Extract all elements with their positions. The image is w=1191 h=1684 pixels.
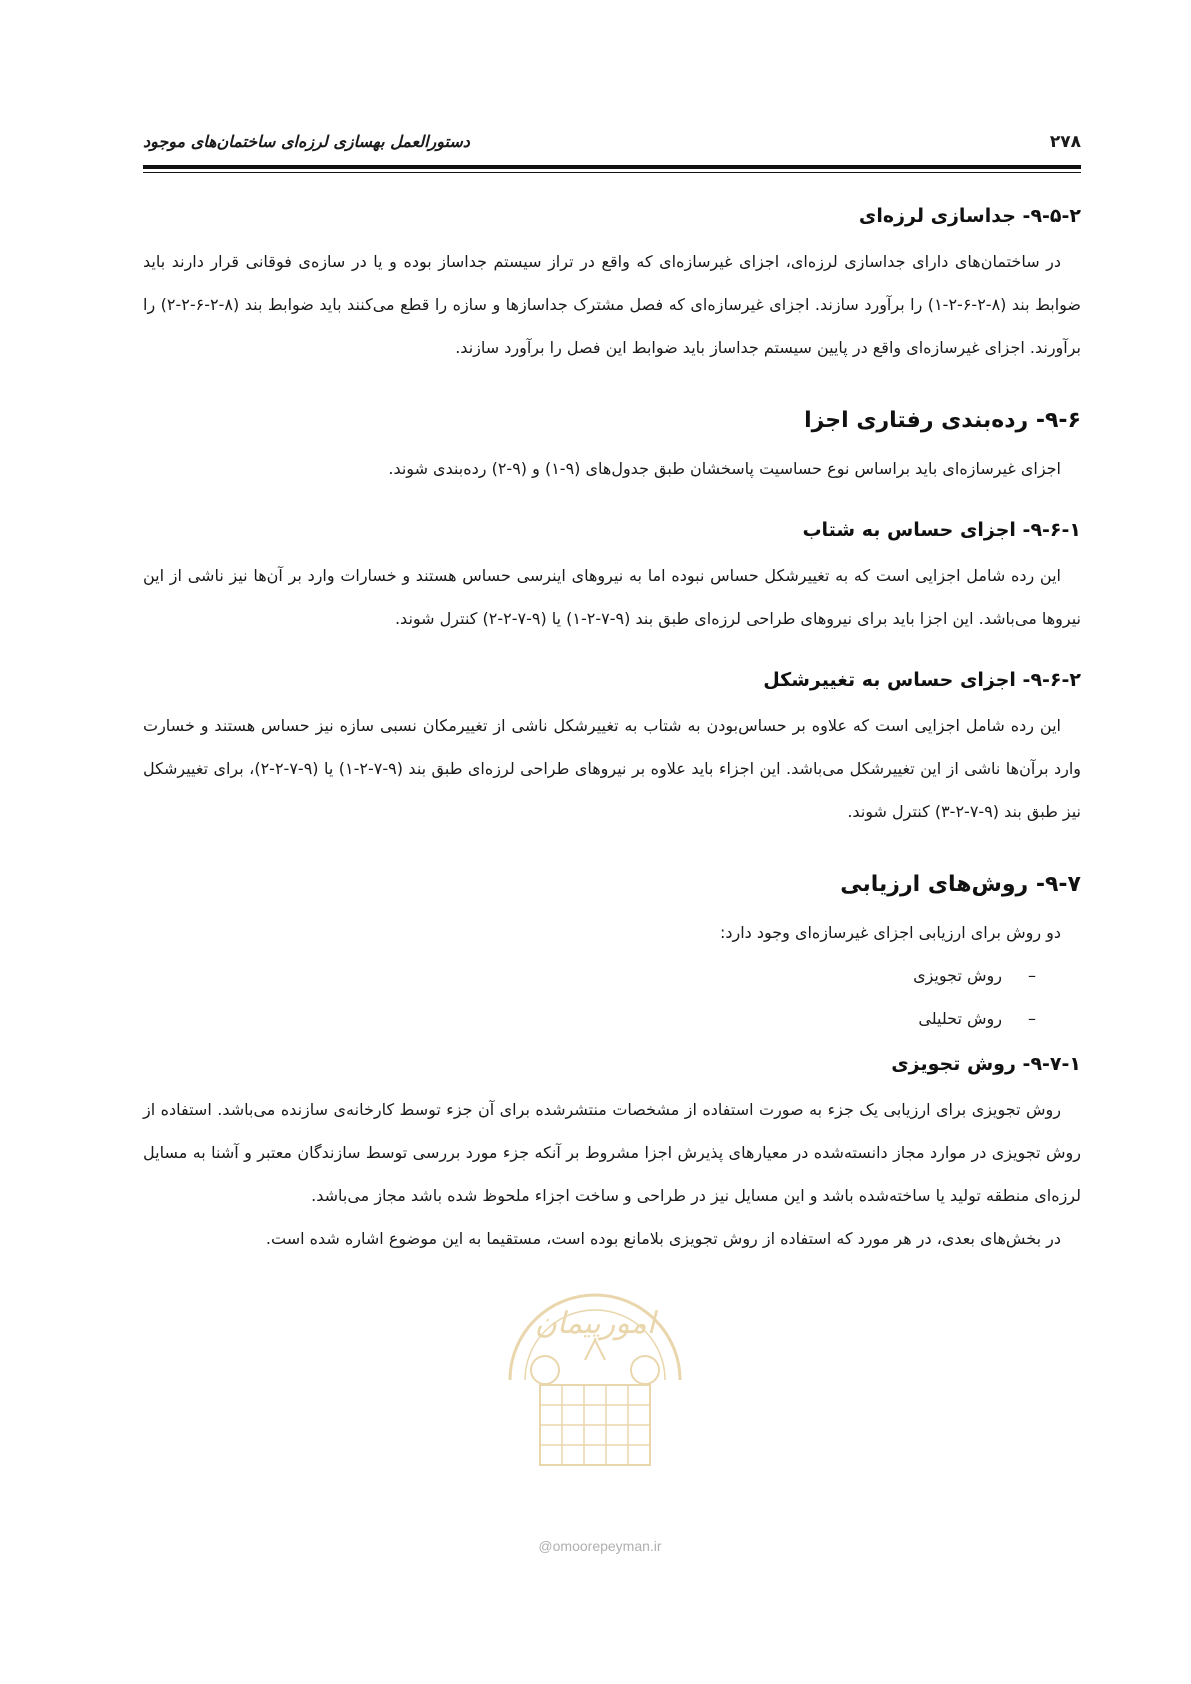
watermark-url: @omoorepeyman.ir — [538, 1538, 662, 1554]
watermark-logo-icon — [470, 1255, 720, 1505]
section-heading-9-6-2: ۹-۶-۲- اجزای حساس به تغییرشکل — [763, 669, 1081, 691]
paragraph-9-7: دو روش برای ارزیابی اجزای غیرسازه‌ای وجود دارد: — [719, 923, 1061, 942]
section-heading-9-7: ۹-۷- روش‌های ارزیابی — [840, 872, 1081, 897]
header-rule — [143, 165, 1081, 169]
running-header — [143, 130, 1081, 162]
header-rule-thin — [143, 172, 1081, 173]
list-item — [143, 997, 1036, 1040]
section-heading-9-6: ۹-۶- رده‌بندی رفتاری اجزا — [804, 408, 1081, 433]
evaluation-methods-list — [143, 954, 1081, 1040]
list-item-text: روش تحلیلی — [918, 1009, 1002, 1028]
section-heading-9-5-2: ۹-۵-۲- جداسازی لرزه‌ای — [858, 205, 1081, 227]
bullet-marker: – — [1028, 966, 1036, 985]
paragraph-9-5-2: در ساختمان‌های دارای جداسازی لرزه‌ای، اجزای غیرسازه‌ای که واقع در تراز سیستم جداساز بوده و یا در سازه‌ی فوقانی قرار دارند باید ضوابط بند (۸-۲-۶-۲-۱) را برآورد سازند. اجزای غیرسازه‌ای که فصل مشترک جداسازها و سازه را قطع می‌کنند باید ضوابط بند (۸-۲-۶-۲-۲) را برآورند. اجزای غیرسازه‌ای واقع در پایین سیستم جداساز باید ضوابط این فصل را برآورد سازند. — [143, 252, 1082, 357]
page-number: ۲۷۸ — [1049, 132, 1081, 152]
paragraph-9-6-1: این رده شامل اجزایی است که به تغییرشکل حساس نبوده اما به نیروهای اینرسی حساس هستند و خسارات وارد بر آن‌ها نیز ناشی از این نیروها می‌باشد. این اجزا باید برای نیروهای طراحی لرزه‌ای طبق بند (۹-۷-۲-۱) یا (۹-۷-۲-۲) کنترل شوند. — [143, 566, 1081, 628]
list-item — [143, 954, 1036, 997]
paragraph-9-6-2: این رده شامل اجزایی است که علاوه بر حساس‌بودن به شتاب به تغییرشکل ناشی از تغییرمکان نسبی سازه نیز حساس هستند و خسارت وارد برآن‌ها ناشی از این تغییرشکل می‌باشد. این اجزاء باید علاوه بر نیروهای طراحی لرزه‌ای طبق بند (۹-۷-۲-۱) یا (۹-۷-۲-۲)، برای تغییرشکل نیز طبق بند (۹-۷-۲-۳) کنترل شوند. — [143, 716, 1082, 821]
watermark-logo-text: امورپیمان — [534, 1306, 656, 1341]
header-title: دستورالعمل بهسازی لرزه‌ای ساختمان‌های موجود — [143, 132, 470, 151]
page-content — [143, 200, 1081, 1260]
bullet-marker: – — [1028, 1009, 1036, 1028]
list-item-text: روش تجویزی — [913, 966, 1002, 985]
section-heading-9-7-1: ۹-۷-۱- روش تجویزی — [891, 1053, 1081, 1075]
paragraph-9-7-1: روش تجویزی برای ارزیابی یک جزء به صورت استفاده از مشخصات منتشرشده برای آن جزء توسط کارخانه‌ی سازنده می‌باشد. استفاده از روش تجویزی در موارد مجاز دانسته‌شده در معیارهای پذیرش اجزا مشروط بر آنکه جزء مورد بررسی توسط سازندگان معتبر و آشنا به مسایل لرزه‌ای منطقه تولید یا ساخته‌شده باشد و این مسایل نیز در طراحی و ساخت اجزاء ملحوظ شده باشد مجاز می‌باشد. — [143, 1100, 1081, 1205]
section-heading-9-6-1: ۹-۶-۱- اجزای حساس به شتاب — [802, 519, 1081, 541]
paragraph-9-6: اجزای غیرسازه‌ای باید براساس نوع حساسیت پاسخشان طبق جدول‌های (۹-۱) و (۹-۲) رده‌بندی شوند. — [388, 459, 1061, 478]
paragraph-9-7-1-note: در بخش‌های بعدی، در هر مورد که استفاده از روش تجویزی بلامانع بوده است، مستقیما به این موضوع اشاره شده است. — [265, 1229, 1061, 1248]
